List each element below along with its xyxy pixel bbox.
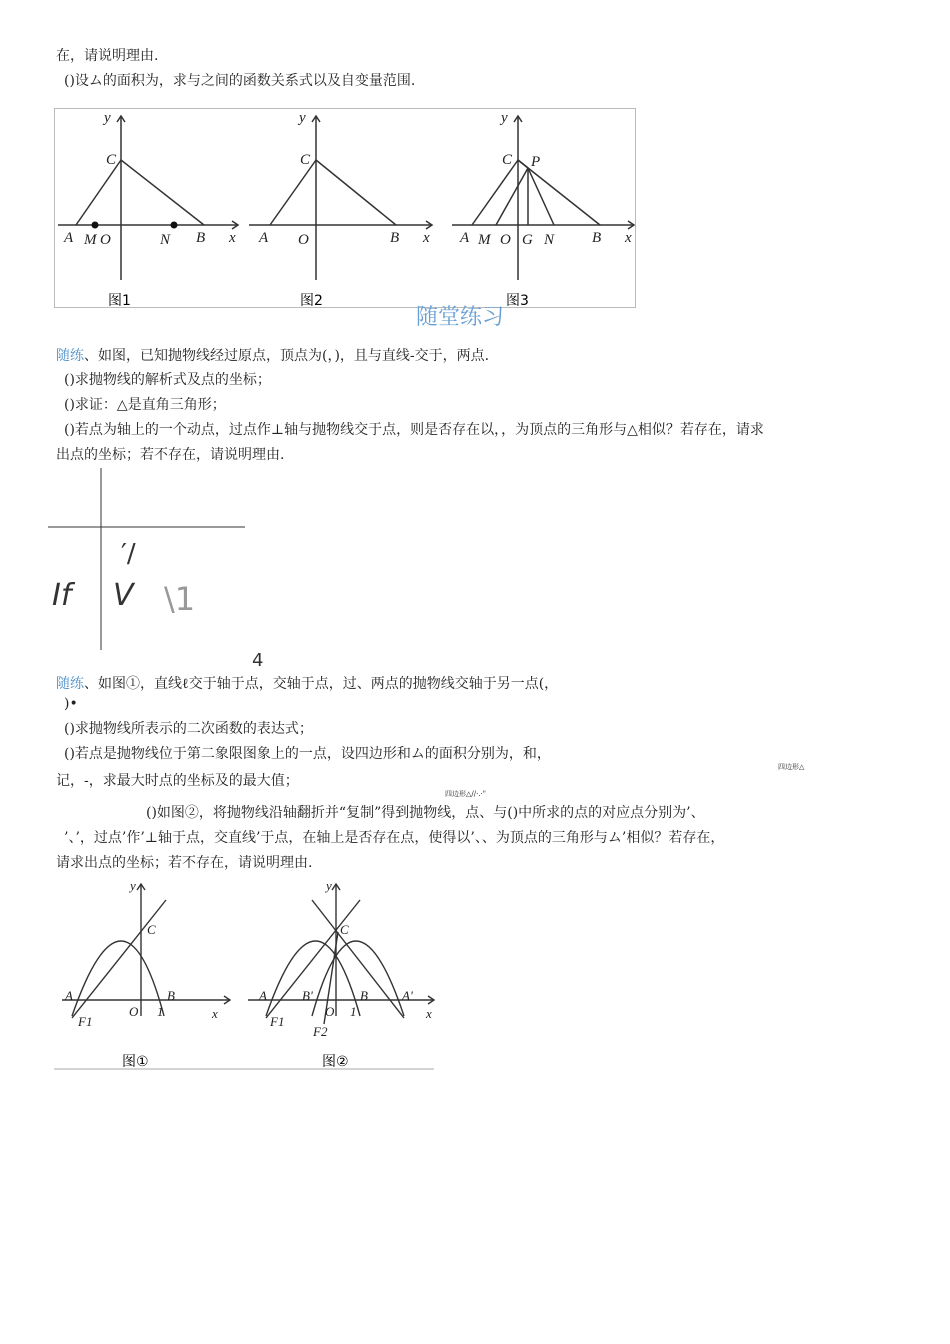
ex2-stem <box>56 674 558 694</box>
ex1-sketch-figure <box>46 468 256 668</box>
ex2-q3b: ’、’，过点’作’⊥轴于点，交直线’于点，在轴上是否存在点，使得以’、、为顶点的三角形与ム’相似？若存在， <box>64 830 725 846</box>
ex2-q3a: ()如图②，将抛物线沿轴翻折并“复制”得到抛物线，点、与()中所求的点的对应点分别为’、 <box>146 805 705 821</box>
f2-label-c: C <box>300 152 311 168</box>
fb2-label-ap: A' <box>402 988 413 1003</box>
f3-label-n: N <box>544 232 555 248</box>
f3-label-p: P <box>531 154 541 170</box>
fb2-label-a: A <box>259 988 267 1003</box>
fb1-label-x: x <box>212 1006 218 1021</box>
ex1-q3b: 出点的坐标；若不存在，请说明理由. <box>56 447 285 463</box>
point-n-dot <box>171 222 178 229</box>
f3-label-c: C <box>502 152 513 168</box>
figure-group-bottom <box>54 876 436 1072</box>
ex2-stem-text: 、如图①，直线ℓ交于轴于点，交轴于点，过、两点的抛物线交轴于另一点(， <box>84 676 559 692</box>
watermark-text: 随堂练习 <box>416 305 505 330</box>
f2-label-y: y <box>299 110 306 126</box>
ex1-q2: ()求证：△是直角三角形； <box>64 397 226 413</box>
f1-label-c: C <box>106 152 117 168</box>
figure-circle-2 <box>248 884 434 1024</box>
fb2-label-b: B <box>360 988 368 1003</box>
fb2-label-y: y <box>326 878 332 893</box>
f1-label-x: x <box>229 230 236 246</box>
ex1-q3a: ()若点为轴上的一个动点，过点作⊥轴与抛物线交于点，则是否存在以，，为顶点的三角形与△相似？若存在，请求 <box>64 422 764 438</box>
ex1-sketch-svg <box>46 468 256 668</box>
ex2-q2b: 记，-，求最大时点的坐标及的最大值； <box>56 773 299 789</box>
bottom-figures-svg <box>54 876 436 1072</box>
f1-label-o: O <box>100 232 111 248</box>
figure-3 <box>452 116 634 280</box>
f2-caption: 图2 <box>300 293 323 308</box>
ex1-sketch-mark-4: \1 <box>164 580 196 618</box>
fb1-label-o: O <box>129 1004 139 1019</box>
fb2-label-c: C <box>340 922 349 937</box>
f2-label-o: O <box>298 232 309 248</box>
f3-caption: 图3 <box>506 293 529 308</box>
ex2-q3c: 请求出点的坐标；若不存在，请说明理由. <box>56 855 313 871</box>
ex1-sketch-mark-1: ′/ <box>121 539 136 569</box>
f3-label-m: M <box>478 232 491 248</box>
prev-line-1: 在，请说明理由. <box>56 48 159 64</box>
fb1-label-a: A <box>65 988 73 1003</box>
prev-line-2: ()设ム的面积为，求与之间的函数关系式以及自变量范围. <box>64 73 416 89</box>
f1-caption: 图1 <box>108 293 131 308</box>
f3-label-y: y <box>501 110 508 126</box>
ex2-q2-note: 四边形△ <box>778 763 805 771</box>
ex1-tag: 随练 <box>56 348 84 364</box>
top-figures-svg <box>54 108 636 308</box>
f3-label-o: O <box>500 232 511 248</box>
fb2-label-o: O <box>325 1004 335 1019</box>
fb2-label-x: x <box>426 1006 432 1021</box>
fb1-label-c: C <box>147 922 156 937</box>
f3-label-b: B <box>592 230 602 246</box>
fb2-caption: 图② <box>322 1054 349 1070</box>
fb1-label-b: B <box>167 988 175 1003</box>
ex2-q2: ()若点是抛物线位于第二象限图象上的一点，设四边形和ム的面积分别为，和， <box>64 746 551 762</box>
f2-label-a: A <box>259 230 269 246</box>
ex1-sketch-mark-2: If <box>52 578 72 613</box>
fb1-label-y: y <box>130 878 136 893</box>
fb2-label-f1: F1 <box>270 1014 285 1029</box>
f3-label-a: A <box>460 230 470 246</box>
f2-label-b: B <box>390 230 400 246</box>
fb1-caption: 图① <box>122 1054 149 1070</box>
figure-2 <box>249 116 432 280</box>
f1-label-b: B <box>196 230 206 246</box>
fb1-label-1: 1 <box>157 1004 164 1019</box>
ex2-q2b-note: 四边形△//·.·" <box>445 790 486 798</box>
f3-label-g: G <box>522 232 533 248</box>
point-m-dot <box>92 222 99 229</box>
f1-label-y: y <box>104 110 111 126</box>
fb2-label-bp: B' <box>302 988 313 1003</box>
ex2-tag: 随练 <box>56 676 84 692</box>
f2-label-x: x <box>423 230 430 246</box>
ex2-stem-2: )• <box>64 696 78 712</box>
f1-label-a: A <box>64 230 74 246</box>
ex1-sketch-number: 4 <box>252 650 264 671</box>
fb1-label-f1: F1 <box>78 1014 93 1029</box>
ex1-q1: ()求抛物线的解析式及点的坐标； <box>64 372 271 388</box>
figure-1 <box>58 116 238 280</box>
ex2-q1: ()求抛物线所表示的二次函数的表达式； <box>64 721 313 737</box>
figure-group-top <box>54 108 636 308</box>
figure-circle-1 <box>62 884 230 1018</box>
fb2-label-1: 1 <box>350 1004 357 1019</box>
fb2-label-f2: F2 <box>313 1024 328 1039</box>
f1-label-n: N <box>160 232 171 248</box>
ex1-stem <box>56 346 489 366</box>
ex1-sketch-mark-3: V <box>113 578 134 613</box>
f1-label-m: M <box>84 232 97 248</box>
ex1-stem-text: 、如图，已知抛物线经过原点，顶点为(，)，且与直线-交于，两点. <box>84 348 490 364</box>
f3-label-x: x <box>625 230 632 246</box>
